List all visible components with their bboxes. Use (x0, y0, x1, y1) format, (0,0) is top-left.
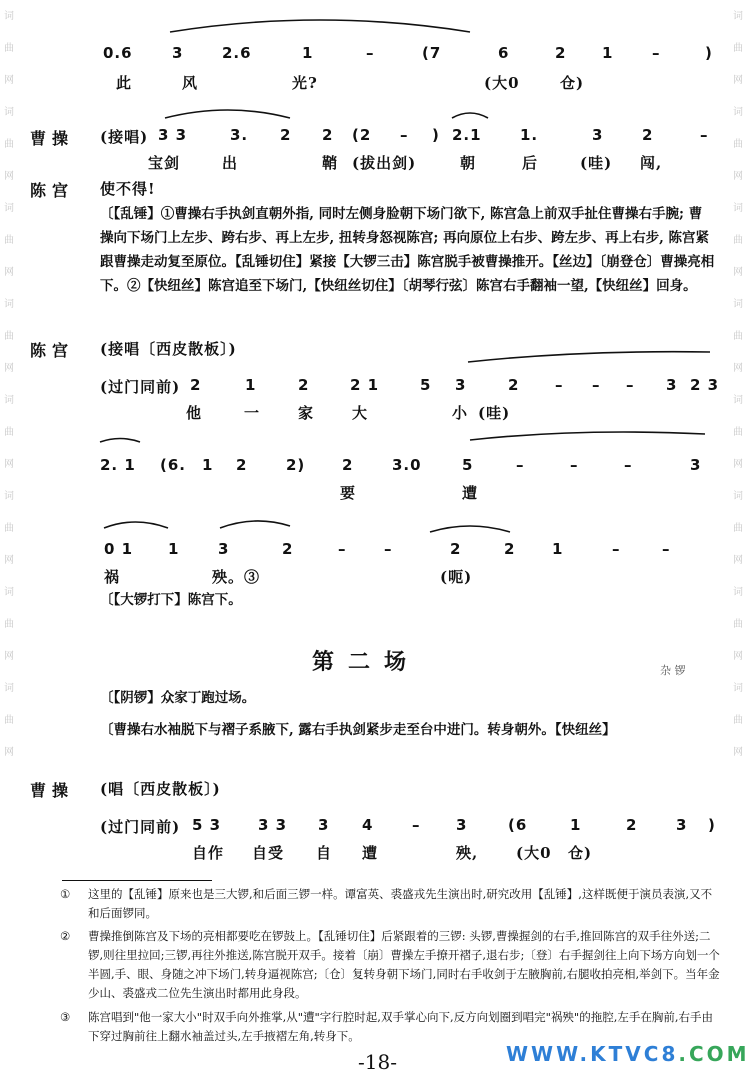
note: 1 (302, 44, 314, 62)
note: 3. (230, 126, 249, 144)
footnote-rule (62, 880, 212, 881)
watermark-char: 网 (4, 75, 14, 86)
note: 3 (676, 816, 688, 834)
watermark-char: 词 (4, 299, 14, 310)
watermark-char: 词 (733, 203, 743, 214)
lyric: 出 (222, 154, 239, 172)
footnote-mark: ① (60, 887, 71, 901)
watermark-char: 网 (4, 555, 14, 566)
watermark-char: 曲 (4, 331, 14, 342)
watermark-char: 词 (733, 683, 743, 694)
note: 1 (570, 816, 582, 834)
watermark-char: 网 (733, 267, 743, 278)
note: ) (705, 44, 713, 62)
stage-direction: 〔【乱锤】①曹操右手执剑直朝外指, 同时左侧身脸朝下场门欲下, 陈宫急上前双手扯住曹操右手腕; 曹操向下场门上左步、跨右步、再上左步, 扭转身怒视陈宫; 再向原位上右步、跨左步、再上右步, 陈宫紧跟曹操走动复至原位。【乱锤切住】紧接【大锣三击】陈宫脱手被曹操推开。【丝边】〔崩登仓〕曹操亮相下。②【快纽丝】陈宫追至下场门,【快纽丝切住】〔胡琴行弦〕陈宫右手翻袖一望,【快纽丝】回身。 (100, 206, 715, 294)
note: (6. (160, 456, 186, 474)
scene-title: 第二场 (312, 649, 421, 675)
lyric: (大0 (484, 74, 520, 92)
stage-direction: 〔【大锣打下】陈宫下。 (100, 592, 242, 608)
site-text: WWW.KTV (506, 1042, 644, 1066)
note: – (592, 376, 601, 394)
note: – (570, 456, 579, 474)
note: ) (432, 126, 440, 144)
watermark-char: 曲 (733, 715, 743, 726)
site-watermark (506, 1042, 750, 1066)
lyric: (哇) (580, 154, 613, 172)
note: – (555, 376, 564, 394)
cue: (过门同前) (100, 378, 181, 396)
footnote-text: 陈宫唱到"他一家大小"时双手向外推掌,从"遭"字行腔时起,双手掌心向下,反方向划圈到唱完"祸殃"的拖腔,左手在胸前,右手由下穿过胸前往上翻水袖盖过头,左手掖褶左角,转身下。 (88, 1010, 714, 1043)
lyric: (大0 (516, 844, 552, 862)
note: 3 (666, 376, 678, 394)
note: 5 (462, 456, 474, 474)
watermark-char: 曲 (4, 139, 14, 150)
watermark-char: 曲 (733, 235, 743, 246)
note: 2 1 (350, 376, 380, 394)
note: 2 (555, 44, 567, 62)
watermark-char: 网 (733, 363, 743, 374)
note: – (612, 540, 621, 558)
lyric-row-6 (0, 842, 750, 864)
footnote (60, 927, 720, 1003)
lyric: 自受 (252, 844, 285, 862)
note: – (412, 816, 421, 834)
cue: (唱〔西皮散板〕) (100, 780, 221, 798)
notation-row-2 (0, 126, 750, 148)
lyric: 祸 (104, 568, 121, 586)
note: 1 (202, 456, 214, 474)
lyric: 自作 (192, 844, 225, 862)
lyric: 闯, (640, 154, 663, 172)
scene-tag: 杂 锣 (660, 664, 686, 677)
watermark-char: 网 (4, 747, 14, 758)
watermark-char: 网 (733, 651, 743, 662)
stage-direction: 〔曹操右水袖脱下与褶子系腋下, 露右手执剑紧步走至台中进门。转身朝外。【快纽丝】 (100, 722, 616, 738)
note: 5 3 (192, 816, 222, 834)
stage-direction: 〔【阴锣】众家丁跑过场。 (100, 690, 256, 706)
watermark-char: 网 (733, 459, 743, 470)
lyric: 要 (340, 484, 357, 502)
lyric: 风 (182, 74, 199, 92)
note: 3 3 (158, 126, 188, 144)
lyric: 后 (522, 154, 539, 172)
note: (2 (352, 126, 372, 144)
notation-row-1 (0, 44, 750, 66)
watermark-char: 网 (733, 171, 743, 182)
watermark-char: 曲 (4, 715, 14, 726)
notation-row-5 (0, 540, 750, 562)
lyric-row-3 (0, 402, 750, 424)
note: 2 (282, 540, 294, 558)
note: – (626, 376, 635, 394)
watermark-char: 词 (733, 587, 743, 598)
lyric: 殃。③ (212, 568, 261, 586)
note: 2.1 (452, 126, 482, 144)
note: 3 (455, 376, 467, 394)
note: 2.6 (222, 44, 252, 62)
note: – (624, 456, 633, 474)
note: – (662, 540, 671, 558)
site-text: .COM (678, 1042, 750, 1066)
lyric-row-1 (0, 72, 750, 94)
lyric: (呃) (440, 568, 473, 586)
note: – (652, 44, 661, 62)
note: 5 (420, 376, 432, 394)
watermark-char: 曲 (733, 139, 743, 150)
note: 2 (642, 126, 654, 144)
note: 2 (298, 376, 310, 394)
watermark-char: 词 (4, 107, 14, 118)
lyric: 鞘 (322, 154, 339, 172)
lyric: (哇) (478, 404, 511, 422)
note: – (384, 540, 393, 558)
watermark-char: 词 (733, 491, 743, 502)
lyric: 殃, (456, 844, 479, 862)
notation-row-3 (0, 376, 750, 398)
role-label-chen: 陈宫 (30, 181, 75, 200)
watermark-char: 网 (4, 171, 14, 182)
note: (7 (422, 44, 442, 62)
notation-row-4 (0, 456, 750, 478)
note: 0.6 (103, 44, 133, 62)
watermark-char: 曲 (4, 43, 14, 54)
watermark-char: 词 (4, 491, 14, 502)
watermark-char: 词 (733, 11, 743, 22)
note: 2 (280, 126, 292, 144)
watermark-char: 网 (733, 555, 743, 566)
note: – (516, 456, 525, 474)
note: 3 (456, 816, 468, 834)
watermark-char: 词 (4, 11, 14, 22)
site-text: C8 (643, 1042, 679, 1066)
footnote-mark: ③ (60, 1010, 71, 1024)
watermark-char: 曲 (733, 523, 743, 534)
lyric: 小 (452, 404, 469, 422)
watermark-char: 词 (733, 395, 743, 406)
note: – (338, 540, 347, 558)
watermark-char: 曲 (4, 235, 14, 246)
lyric: 自 (316, 844, 333, 862)
note: 2. 1 (100, 456, 136, 474)
note: 6 (498, 44, 510, 62)
lyric: 大 (352, 404, 369, 422)
watermark-char: 网 (733, 747, 743, 758)
lyric: 宝剑 (148, 154, 181, 172)
watermark-char: 网 (4, 651, 14, 662)
lyric: 朝 (460, 154, 477, 172)
note: 3 (318, 816, 330, 834)
watermark-char: 曲 (4, 523, 14, 534)
note: – (366, 44, 375, 62)
lyric: 他 (186, 404, 203, 422)
watermark-char: 网 (4, 363, 14, 374)
cue: (接唱〔西皮散板〕) (100, 340, 237, 358)
lyric: 家 (298, 404, 315, 422)
lyric: 一 (244, 404, 261, 422)
watermark-char: 词 (4, 587, 14, 598)
watermark-char: 词 (733, 299, 743, 310)
note: 2) (286, 456, 306, 474)
footnote-mark: ② (60, 929, 71, 943)
watermark-char: 词 (4, 395, 14, 406)
footnote (60, 1008, 720, 1046)
watermark-char: 曲 (4, 427, 14, 438)
note: 1. (520, 126, 539, 144)
note: 2 (236, 456, 248, 474)
note: 2 (190, 376, 202, 394)
lyric: 仓) (568, 844, 593, 862)
note: 2 3 (690, 376, 720, 394)
lyric-row-2 (0, 152, 750, 174)
note: 3 (218, 540, 230, 558)
note: 2 (508, 376, 520, 394)
watermark-char: 词 (4, 203, 14, 214)
note: ) (708, 816, 716, 834)
watermark-char: 曲 (733, 43, 743, 54)
note: 2 (504, 540, 516, 558)
note: 1 (552, 540, 564, 558)
lyric: 光? (292, 74, 318, 92)
lyric: 遭 (462, 484, 479, 502)
note: 4 (362, 816, 374, 834)
note: – (700, 126, 709, 144)
role-label-cao: 曹操 (30, 129, 75, 148)
note: 3 (592, 126, 604, 144)
role-label-chen: 陈宫 (30, 341, 75, 360)
watermark-char: 曲 (733, 427, 743, 438)
lyric: 仓) (560, 74, 585, 92)
watermark-char: 曲 (733, 619, 743, 630)
note: 1 (602, 44, 614, 62)
note: 3 3 (258, 816, 288, 834)
role-label-cao: 曹操 (30, 781, 75, 800)
footnote (60, 885, 720, 923)
watermark-char: 网 (4, 459, 14, 470)
watermark-char: 词 (733, 107, 743, 118)
lyric-row-4 (0, 482, 750, 504)
note: 1 (245, 376, 257, 394)
note: 2 (342, 456, 354, 474)
notation-row-6 (0, 816, 750, 838)
watermark-char: 网 (733, 75, 743, 86)
footnote-text: 这里的【乱锤】原来也是三大锣,和后面三锣一样。谭富英、裘盛戎先生演出时,研究改用【乱锤】,这样既便于演员表演,又不和后面锣同。 (88, 887, 713, 920)
watermark-char: 词 (4, 683, 14, 694)
note: (6 (508, 816, 528, 834)
note: – (400, 126, 409, 144)
note: 0 1 (104, 540, 134, 558)
note: 3.0 (392, 456, 422, 474)
footnote-text: 曹操推倒陈宫及下场的亮相都要吃在锣鼓上。【乱锤切住】后紧跟着的三锣: 头锣,曹操握剑的右手,推回陈宫的双手往外送;二锣,则往里拉回;三锣,再往外推送,陈宫脱开双手。接着〔崩〕曹操左手撩开褶子,退右步;〔登〕右手握剑往上向下场方向划一个半圆,手、眼、身随之冲下场门,转身逼视陈宫;〔仓〕复转身朝下场门,同时右手收剑于左腋胸前,右腿收拍亮相,举剑下。当年金少山、裘盛戎二位先生演出时都用此身段。 (88, 929, 720, 1000)
page-number: -18- (358, 1050, 397, 1074)
note: 3 (690, 456, 702, 474)
lyric: 遭 (362, 844, 379, 862)
lyric-row-5 (0, 566, 750, 588)
note: 3 (172, 44, 184, 62)
lyric: 此 (116, 74, 133, 92)
note: 2 (322, 126, 334, 144)
note: 2 (450, 540, 462, 558)
note: 2 (626, 816, 638, 834)
cue: (过门同前) (100, 818, 181, 836)
watermark-char: 曲 (733, 331, 743, 342)
note: 1 (168, 540, 180, 558)
watermark-char: 曲 (4, 619, 14, 630)
lyric: (拔出剑) (352, 154, 417, 172)
cue: (接唱) (100, 128, 149, 146)
speech-text: 使不得! (100, 180, 156, 198)
watermark-char: 网 (4, 267, 14, 278)
